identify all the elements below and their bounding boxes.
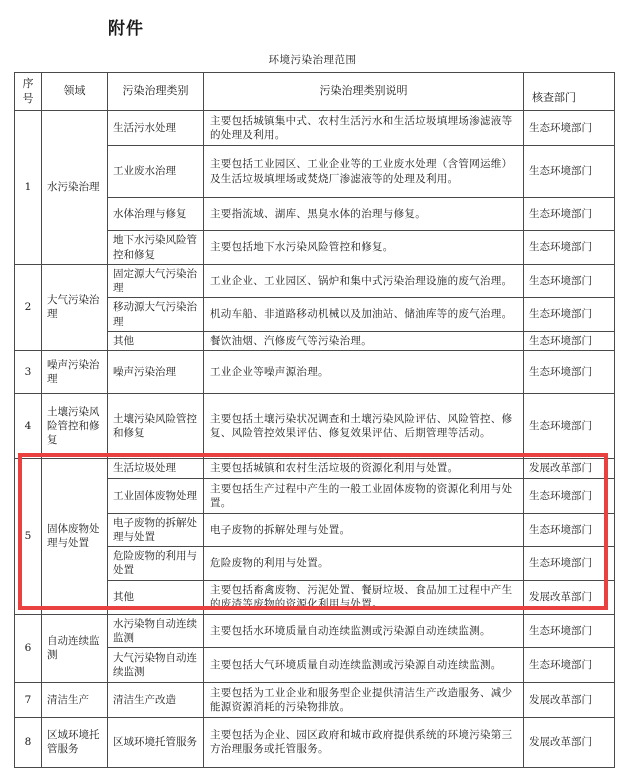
description-cell: 主要包括水环境质量自动连续监测或污染源自动连续监测。 [204,614,524,647]
seq-cell: 4 [15,393,42,458]
description-cell: 机动车船、非道路移动机械以及加油站、储油库等的废气治理。 [204,298,524,331]
table-row [15,614,615,647]
description-cell: 主要包括生产过程中产生的一般工业固体废物的资源化利用与处置。 [204,478,524,513]
table-row [15,350,615,393]
field-cell: 噪声污染治理 [42,350,108,393]
department-cell: 发展改革部门 [524,682,615,717]
department-cell: 发展改革部门 [524,580,615,614]
description-cell: 餐饮油烟、汽修废气等污染治理。 [204,331,524,350]
header-row [15,73,615,111]
category-cell: 大气污染物自动连续监测 [108,647,204,682]
department-cell: 生态环境部门 [524,146,615,198]
attachment-heading: 附件 [108,19,144,39]
field-cell: 水污染治理 [42,111,108,265]
table-row [15,717,615,767]
category-cell: 区域环境托管服务 [108,717,204,767]
table-title: 环境污染治理范围 [268,54,357,66]
field-cell: 固体废物处理与处置 [42,458,108,614]
category-cell: 水体治理与修复 [108,198,204,231]
header-seq: 序号 [15,73,42,111]
field-cell: 大气污染治理 [42,265,108,351]
department-cell: 生态环境部门 [524,513,615,546]
seq-cell: 5 [15,458,42,614]
seq-cell: 8 [15,717,42,767]
category-cell: 地下水污染风险管控和修复 [108,231,204,265]
seq-cell: 7 [15,682,42,717]
department-cell: 生态环境部门 [524,350,615,393]
description-cell: 主要包括为企业、园区政府和城市政府提供系统的环境污染第三方治理服务或托管服务。 [204,717,524,767]
description-cell: 电子废物的拆解处理与处置。 [204,513,524,546]
category-cell: 危险废物的利用与处置 [108,547,204,580]
pollution-scope-table [14,72,615,768]
table-row [15,393,615,458]
description-cell: 工业企业等噪声源治理。 [204,350,524,393]
header-department: 核查部门 [524,73,615,111]
category-cell: 固定源大气污染治理 [108,265,204,298]
description-cell: 主要包括地下水污染风险管控和修复。 [204,231,524,265]
category-cell: 生活污水处理 [108,111,204,146]
department-cell: 生态环境部门 [524,647,615,682]
department-cell: 生态环境部门 [524,547,615,580]
category-cell: 其他 [108,331,204,350]
description-cell: 主要指流域、湖库、黑臭水体的治理与修复。 [204,198,524,231]
description-cell: 主要包括大气环境质量自动连续监测或污染源自动连续监测。 [204,647,524,682]
category-cell: 清洁生产改造 [108,682,204,717]
category-cell: 生活垃圾处理 [108,458,204,478]
department-cell: 生态环境部门 [524,478,615,513]
seq-cell: 2 [15,265,42,351]
table-row [15,265,615,298]
description-cell: 工业企业、工业园区、锅炉和集中式污染治理设施的废气治理。 [204,265,524,298]
seq-cell: 3 [15,350,42,393]
department-cell: 生态环境部门 [524,231,615,265]
description-cell: 主要包括为工业企业和服务型企业提供清洁生产改造服务、减少能源资源消耗的污染物排放。 [204,682,524,717]
seq-cell: 6 [15,614,42,682]
description-cell: 主要包括工业园区、工业企业等的工业废水处理（含管网运维）及生活垃圾填埋场或焚烧厂渗滤液等的处理及利用。 [204,146,524,198]
department-cell: 生态环境部门 [524,393,615,458]
header-field: 领域 [42,73,108,111]
field-cell: 清洁生产 [42,682,108,717]
department-cell: 生态环境部门 [524,265,615,298]
description-cell: 主要包括城镇和农村生活垃圾的资源化利用与处置。 [204,458,524,478]
field-cell: 区域环境托管服务 [42,717,108,767]
department-cell: 生态环境部门 [524,198,615,231]
department-cell: 发展改革部门 [524,458,615,478]
table-row [15,682,615,717]
table-row [15,458,615,478]
category-cell: 土壤污染风险管控和修复 [108,393,204,458]
header-description: 污染治理类别说明 [204,73,524,111]
field-cell: 自动连续监测 [42,614,108,682]
category-cell: 工业固体废物处理 [108,478,204,513]
description-cell: 主要包括畜禽废物、污泥处置、餐厨垃圾、食品加工过程中产生的废渣等废物的资源化利用与处置。 [204,580,524,614]
department-cell: 发展改革部门 [524,717,615,767]
category-cell: 噪声污染治理 [108,350,204,393]
description-cell: 危险废物的利用与处置。 [204,547,524,580]
category-cell: 水污染物自动连续监测 [108,614,204,647]
category-cell: 工业废水治理 [108,146,204,198]
description-cell: 主要包括城镇集中式、农村生活污水和生活垃圾填埋场渗滤液等的处理及利用。 [204,111,524,146]
category-cell: 其他 [108,580,204,614]
department-cell: 生态环境部门 [524,298,615,331]
category-cell: 移动源大气污染治理 [108,298,204,331]
category-cell: 电子废物的拆解处理与处置 [108,513,204,546]
seq-cell: 1 [15,111,42,265]
department-cell: 生态环境部门 [524,614,615,647]
department-cell: 生态环境部门 [524,111,615,146]
department-cell: 生态环境部门 [524,331,615,350]
field-cell: 土壤污染风险管控和修复 [42,393,108,458]
description-cell: 主要包括土壤污染状况调查和土壤污染风险评估、风险管控、修复、风险管控效果评估、修复效果评估、后期管理等活动。 [204,393,524,458]
table-row [15,111,615,146]
header-category: 污染治理类别 [108,73,204,111]
